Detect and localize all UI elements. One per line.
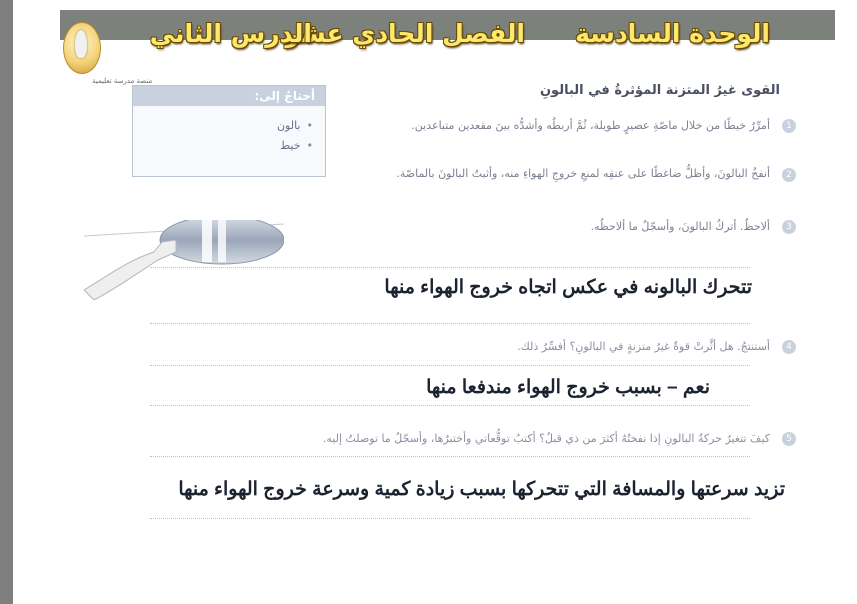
lesson-title: الدرس الثاني xyxy=(149,19,312,48)
step-number: 3 xyxy=(782,220,796,234)
materials-box xyxy=(132,85,326,177)
step-number: 2 xyxy=(782,168,796,182)
activity-title: القوى غيرُ المتزنة المؤثرةُ في البالونِ xyxy=(539,83,780,98)
answer-line xyxy=(150,267,750,268)
step-text: أمرِّرُ خيطًا من خلال ماصّةِ عصيرٍ طويلة، ثُمَّ أربطُه وأشدُّه بينَ مقعدين متباعدين. xyxy=(411,119,770,132)
materials-item: •بالون xyxy=(276,119,313,132)
step-text: ألاحظُ. أتركُ البالونَ، وأسجّلُ ما ألاحظُه. xyxy=(590,220,770,233)
unit-title: الوحدة السادسة xyxy=(575,19,770,48)
chapter-title: الفصل الحادي عشر xyxy=(285,19,525,48)
materials-item: •خيط xyxy=(279,139,313,152)
answer-line xyxy=(150,365,750,366)
answer-text: تزيد سرعتها والمسافة التي تتحركها بسبب زيادة كمية وسرعة خروج الهواء منها xyxy=(178,479,785,500)
answer-text: نعم – بسبب خروج الهواء مندفعا منها xyxy=(426,377,710,398)
answer-line xyxy=(150,518,750,519)
question-text: كيفَ تتغيرُ حركةُ البالونِ إذا نفختُهُ أكثرَ من ذي قبلُ؟ أكتبُ توقُّعاتي وأختبرُها، وأسجّلُ ما توصلتُ إليه. xyxy=(322,432,770,445)
answer-text: تتحرك البالونه في عكس اتجاه خروج الهواء منها xyxy=(384,277,752,298)
logo-flame-icon xyxy=(75,30,87,58)
answer-line xyxy=(150,405,750,406)
answer-line xyxy=(150,456,750,457)
step-number: 5 xyxy=(782,432,796,446)
logo-caption: منصة مدرسة تعليمية xyxy=(92,77,153,85)
question-text: أستنتجُ. هل أثَّرتْ قوةٌ غيرُ متزنةٍ في البالونِ؟ أفسِّرُ ذلك. xyxy=(517,340,770,353)
answer-line xyxy=(150,323,750,324)
balloon-illustration xyxy=(84,220,284,300)
step-number: 1 xyxy=(782,119,796,133)
left-margin-bar xyxy=(0,0,13,604)
step-number: 4 xyxy=(782,340,796,354)
step-text: أنفخُ البالونَ، وأظلُّ ضاغطًا على عنقِه لمنعِ خروجِ الهواءِ منه، وأثبتُ البالونَ بالماصّة. xyxy=(396,167,770,180)
materials-header: أحتاجُ إلى: xyxy=(133,86,325,106)
